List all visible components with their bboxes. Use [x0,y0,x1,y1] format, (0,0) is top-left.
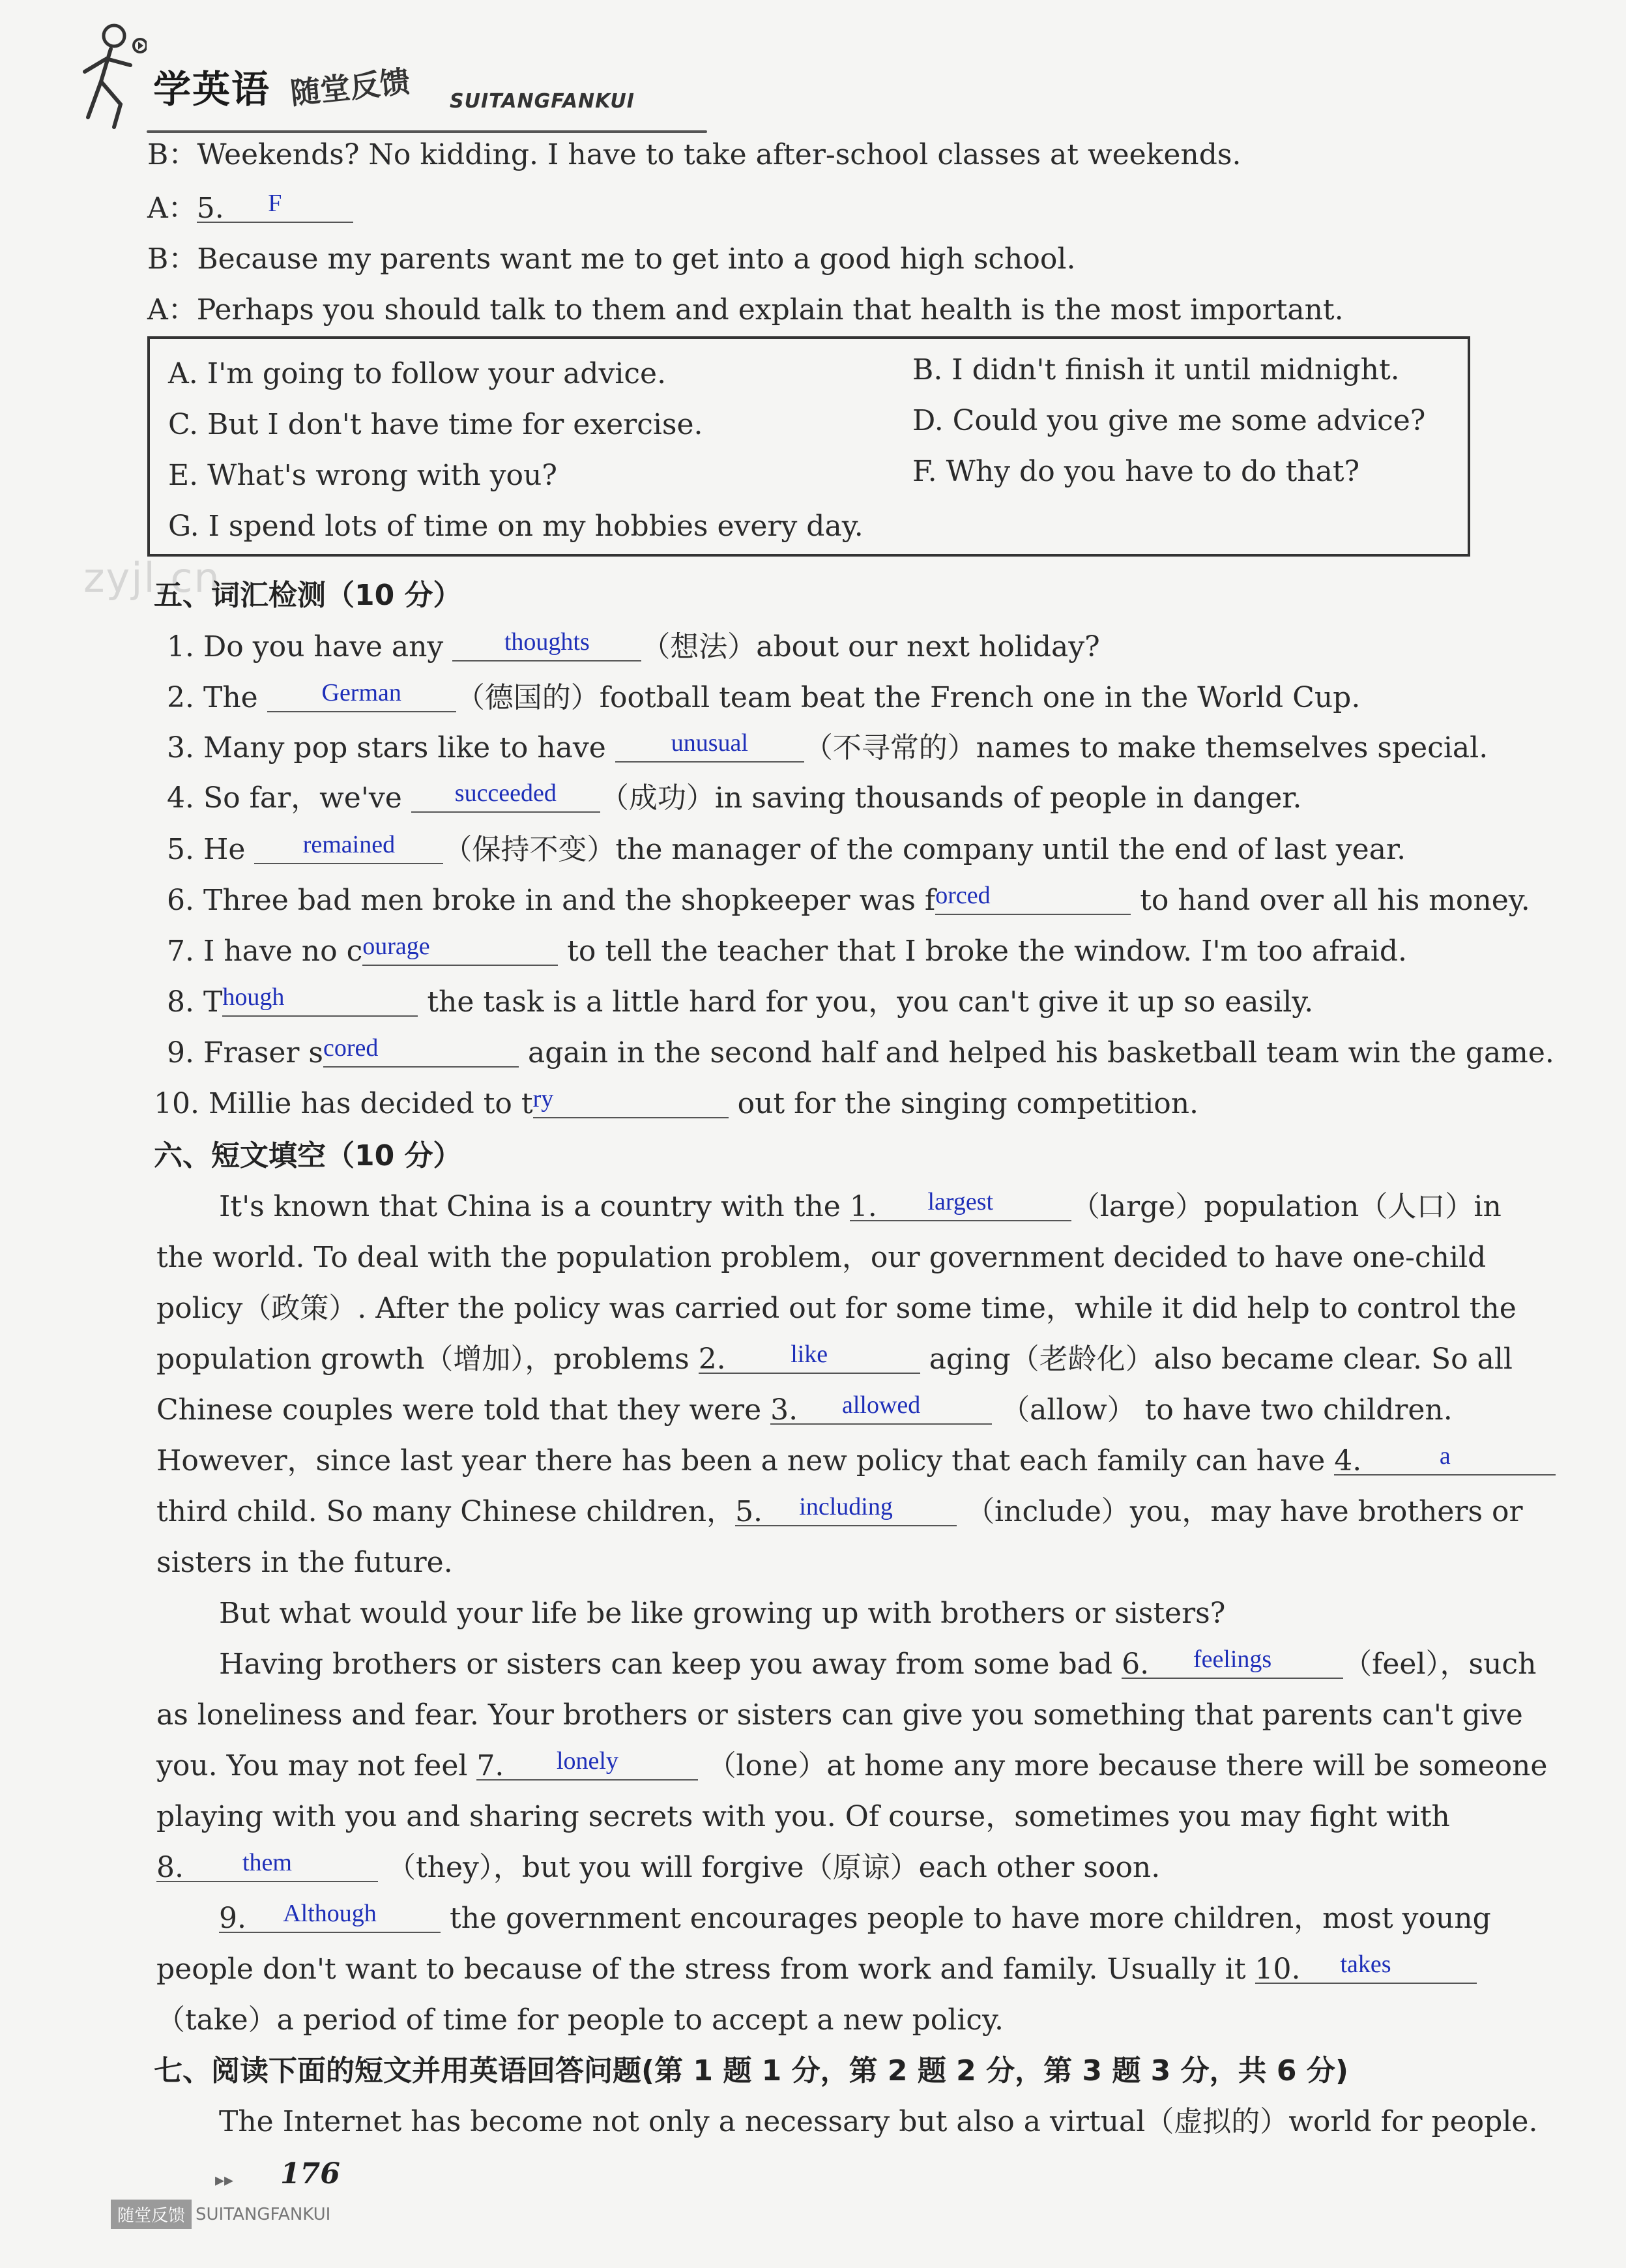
speaker: B： [147,138,197,171]
footer-arrows-icon: ▸▸ [215,2169,234,2190]
passage-line: the world. To deal with the population problem，our government decided to have one-child [156,1241,1487,1274]
handwritten-answer: them [242,1849,292,1876]
passage-line [156,1392,1453,1429]
passage-line [156,1341,1513,1378]
item-text: （保持不变）the manager of the company until the end of last year. [443,833,1406,866]
handwritten-answer: like [791,1341,828,1368]
passage-text: aging（老龄化）also became clear. So all [929,1343,1513,1376]
blank-number: 3. [770,1393,798,1427]
header-subtitle: 随堂反馈 [288,63,412,111]
answer-blank[interactable] [1255,1951,1477,1984]
item-text: （德国的）football team beat the French one in the World Cup. [456,681,1361,714]
vocab-item-6 [167,882,1530,919]
option-c: C. But I don't have time for exercise. [168,408,703,441]
passage-text: Chinese couples were told that they were [156,1393,762,1427]
vocab-item-3 [167,730,1488,766]
vocab-item-4 [167,780,1301,817]
answer-blank[interactable] [222,984,418,1017]
watermark: zyjl.cn [83,554,221,602]
item-text: out for the singing competition. [737,1087,1199,1120]
handwritten-answer: German [321,679,401,706]
answer-blank[interactable] [452,629,641,662]
option-g: G. I spend lots of time on my hobbies every day. [168,510,864,543]
blank-number: 10. [1255,1953,1301,1986]
header-title: 学英语 [153,67,271,111]
item-text: 8. T [167,985,223,1019]
passage-text: you. You may not feel [156,1749,468,1782]
answer-blank[interactable] [850,1189,1071,1221]
blank-number: 1. [849,1190,877,1223]
item-text: 5. He [167,833,246,866]
passage-text: （lone）at home any more because there will be someone [707,1749,1548,1782]
answer-blank[interactable] [267,680,456,712]
section-5-title: 五、词汇检测（10 分） [154,579,462,612]
passage-line [156,1850,1160,1886]
answer-blank[interactable] [533,1086,729,1118]
answer-blank[interactable] [1334,1443,1556,1476]
passage-line [219,1189,1502,1225]
speaker: A： [147,192,197,225]
passage-text: （they），but you will forgive（原谅）each other soon. [387,1851,1161,1884]
item-text: to tell the teacher that I broke the window. I'm too afraid. [567,935,1407,968]
section-6-title: 六、短文填空（10 分） [154,1139,462,1172]
answer-blank[interactable] [362,933,558,966]
item-text: 7. I have no c [167,935,363,968]
vocab-item-2 [167,680,1360,716]
footer-badge-en: SUITANGFANKUI [196,2204,331,2224]
handwritten-answer: hough [222,983,285,1011]
item-text: 6. Three bad men broke in and the shopkeeper was f [167,884,936,917]
passage-text: However，since last year there has been a new policy that each family can have [156,1444,1326,1477]
passage-text: population growth（增加），problems [156,1343,690,1376]
option-e: E. What's wrong with you? [168,459,557,492]
item-text: 4. So far，we've [167,781,402,815]
answer-blank[interactable] [615,730,804,763]
handwritten-answer: orced [935,882,991,909]
answer-blank[interactable] [1122,1646,1343,1679]
passage-line: as loneliness and fear. Your brothers or sisters can give you something that parents can't give [156,1698,1523,1732]
blank-number: 5. [196,192,224,225]
answer-blank[interactable] [770,1392,992,1425]
handwritten-answer: ourage [362,933,430,960]
passage-line: The Internet has become not only a necessary but also a virtual（虚拟的）world for people. [219,2105,1538,2138]
answer-blank[interactable] [254,832,443,864]
handwritten-answer: a [1439,1442,1451,1470]
dialogue-line [147,137,1241,173]
vocab-item-10 [154,1086,1198,1122]
item-text: 10. Millie has decided to t [154,1087,533,1120]
handwritten-answer: feelings [1193,1646,1272,1673]
vocab-item-9 [167,1035,1554,1071]
dialogue-line [147,241,1075,278]
blank-number: 5. [735,1495,763,1528]
footer-badge: 随堂反馈 [111,2200,192,2229]
section-7-title: 七、阅读下面的短文并用英语回答问题(第 1 题 1 分，第 2 题 2 分，第 3 题 3 分，共 6 分) [154,2054,1348,2087]
handwritten-answer: lonely [556,1747,618,1775]
handwritten-answer: unusual [671,729,748,757]
answer-blank[interactable] [156,1850,378,1882]
item-text: again in the second half and helped his basketball team win the game. [527,1036,1554,1069]
footer-bar [111,2200,358,2227]
handwritten-answer: largest [927,1188,994,1215]
option-a: A. I'm going to follow your advice. [168,357,667,390]
dialogue-line [147,190,353,227]
item-text: （想法）about our next holiday? [641,630,1100,663]
handwritten-answer: thoughts [504,628,590,656]
dialogue-text: Because my parents want me to get into a good high school. [197,242,1076,276]
speaker: A： [147,293,197,327]
item-text: to hand over all his money. [1140,884,1530,917]
passage-line: policy（政策）. After the policy was carried out for some time，while it did help to control the [156,1292,1517,1325]
item-text: the task is a little hard for you，you can't give it up so easily. [427,985,1314,1019]
page-header [75,13,661,130]
blank-number: 2. [698,1343,726,1376]
options-box [147,336,1470,557]
handwritten-answer: remained [302,831,396,858]
passage-line: （take）a period of time for people to accept a new policy. [156,2003,1004,2037]
dialogue-text: Perhaps you should talk to them and explain that health is the most important. [196,293,1344,327]
header-subtitle-en: SUITANGFANKUI [450,90,635,113]
handwritten-answer: succeeded [454,779,557,807]
passage-line: sisters in the future. [156,1546,453,1579]
passage-text: third child. So many Chinese children， [156,1495,736,1528]
passage-text: It's known that China is a country with the [219,1190,841,1223]
passage-text: Having brothers or sisters can keep you away from some bad [219,1648,1113,1681]
dialogue-line [147,292,1344,328]
vocab-item-1 [167,629,1100,665]
answer-blank[interactable] [323,1035,519,1068]
passage-line [219,1646,1536,1683]
blank-number: 9. [219,1902,246,1935]
passage-text: people don't want to because of the stress from work and family. Usually it [156,1953,1246,1986]
passage-text: （allow） to have two children. [1001,1393,1453,1427]
item-text: （成功）in saving thousands of people in danger. [600,781,1302,815]
answer-blank[interactable] [476,1748,698,1781]
passage-line: But what would your life be like growing up with brothers or sisters? [219,1597,1226,1630]
handwritten-answer: ry [532,1085,554,1112]
passage-text: （include）you，may have brothers or [966,1495,1523,1528]
header-rule [147,130,707,133]
runner-logo-icon [75,20,147,130]
passage-text: the government encourages people to have more children，most young [450,1902,1491,1935]
passage-line [156,1748,1547,1784]
speaker: B： [147,242,197,276]
vocab-item-8 [167,984,1313,1021]
vocab-item-5 [167,832,1406,868]
answer-blank[interactable] [411,780,600,813]
passage-line [156,1443,1556,1479]
option-f: F. Why do you have to do that? [912,455,1360,488]
option-d: D. Could you give me some advice? [912,404,1426,437]
answer-blank[interactable] [699,1341,920,1374]
blank-number: 6. [1122,1648,1150,1681]
blank-number: 7. [476,1749,504,1782]
answer-blank[interactable] [219,1900,441,1933]
item-text: 3. Many pop stars like to have [167,731,606,764]
item-text: （不寻常的）names to make themselves special. [804,731,1488,764]
passage-text: （feel），such [1343,1648,1537,1681]
page-number: 176 [280,2157,340,2190]
blank-number: 8. [156,1851,184,1884]
option-b: B. I didn't finish it until midnight. [912,353,1400,386]
item-text: 1. Do you have any [167,630,444,663]
answer-blank[interactable] [197,190,353,223]
dialogue-text: Weekends? No kidding. I have to take after-school classes at weekends. [197,138,1241,171]
item-text: 9. Fraser s [167,1036,323,1069]
item-text: 2. The [167,681,258,714]
blank-number: 4. [1334,1444,1362,1477]
handwritten-answer: takes [1340,1951,1391,1978]
handwritten-answer: F [268,190,282,217]
handwritten-answer: Although [283,1900,377,1927]
answer-blank[interactable] [935,882,1131,915]
passage-text: （large）population（人口）in [1071,1190,1502,1223]
handwritten-answer: cored [323,1034,379,1062]
passage-line [156,1951,1477,1988]
vocab-item-7 [167,933,1407,970]
answer-blank[interactable] [735,1494,957,1526]
passage-line [156,1494,1523,1530]
passage-line [219,1900,1491,1937]
handwritten-answer: allowed [841,1391,921,1419]
passage-line: playing with you and sharing secrets with you. Of course，sometimes you may fight with [156,1800,1450,1833]
handwritten-answer: including [799,1493,893,1520]
